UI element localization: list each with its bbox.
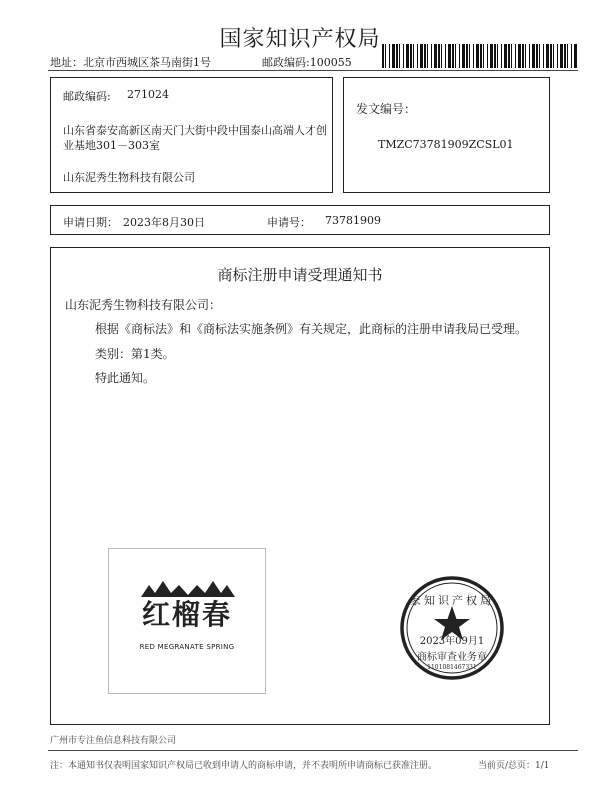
application-box (50, 205, 550, 235)
application-no-label: 申请号： (267, 216, 311, 229)
barcode (382, 44, 578, 68)
notice-title: 商标注册申请受理通知书 (217, 266, 383, 284)
issuer-postcode: 邮政编码:100055 (262, 56, 352, 69)
notice-closing: 特此通知。 (95, 371, 156, 385)
dispatch-box (343, 77, 550, 193)
official-seal (398, 574, 506, 682)
dispatch-label: 发文编号： (356, 102, 417, 116)
seal-top-text: 家知识产权局 (410, 594, 494, 607)
application-date-label: 申请日期： (63, 216, 118, 229)
header-divider (48, 70, 578, 71)
footer-divider (48, 750, 578, 751)
application-date-value: 2023年8月30日 (123, 216, 205, 229)
recipient-address-line2: 业基地301－303室 (63, 139, 160, 152)
notice-salutation: 山东泥秀生物科技有限公司： (65, 298, 222, 312)
page-indicator: 当前页/总页：1/1 (478, 761, 550, 771)
seal-date: 2023年09月1 (419, 636, 485, 647)
recipient-address-line1: 山东省泰安高新区南天门大街中段中国泰山高端人才创 (63, 124, 327, 137)
seal-code: 1101081467331 (427, 664, 477, 671)
recipient-postcode-value: 271024 (127, 88, 169, 101)
application-no-value: 73781909 (325, 214, 381, 227)
notice-body-line: 根据《商标法》和《商标法实施条例》有关规定，此商标的注册申请我局已受理。 (95, 322, 528, 336)
recipient-postcode-label: 邮政编码: (63, 90, 111, 103)
recipient-company: 山东泥秀生物科技有限公司 (63, 171, 195, 184)
dispatch-number: TMZC73781909ZCSL01 (378, 138, 514, 151)
trademark-logo (108, 548, 266, 694)
footer-note: 注：本通知书仅表明国家知识产权局已收到申请人的商标申请，并不表明所申请商标已获准注册。 (50, 761, 438, 771)
seal-bottom-text: 商标审查业务章 (417, 652, 487, 663)
recipient-box (50, 77, 333, 193)
notice-class: 类别：第1类。 (95, 347, 175, 361)
printer-name: 广州市专注鱼信息科技有限公司 (50, 736, 177, 746)
logo-subtitle: RED MEGRANATE SPRING (139, 643, 235, 651)
page-title: 国家知识产权局 (219, 27, 381, 52)
issuer-address: 地址：北京市西城区茶马南街1号 (50, 56, 211, 69)
logo-wordmark: 红榴春 (141, 598, 232, 631)
